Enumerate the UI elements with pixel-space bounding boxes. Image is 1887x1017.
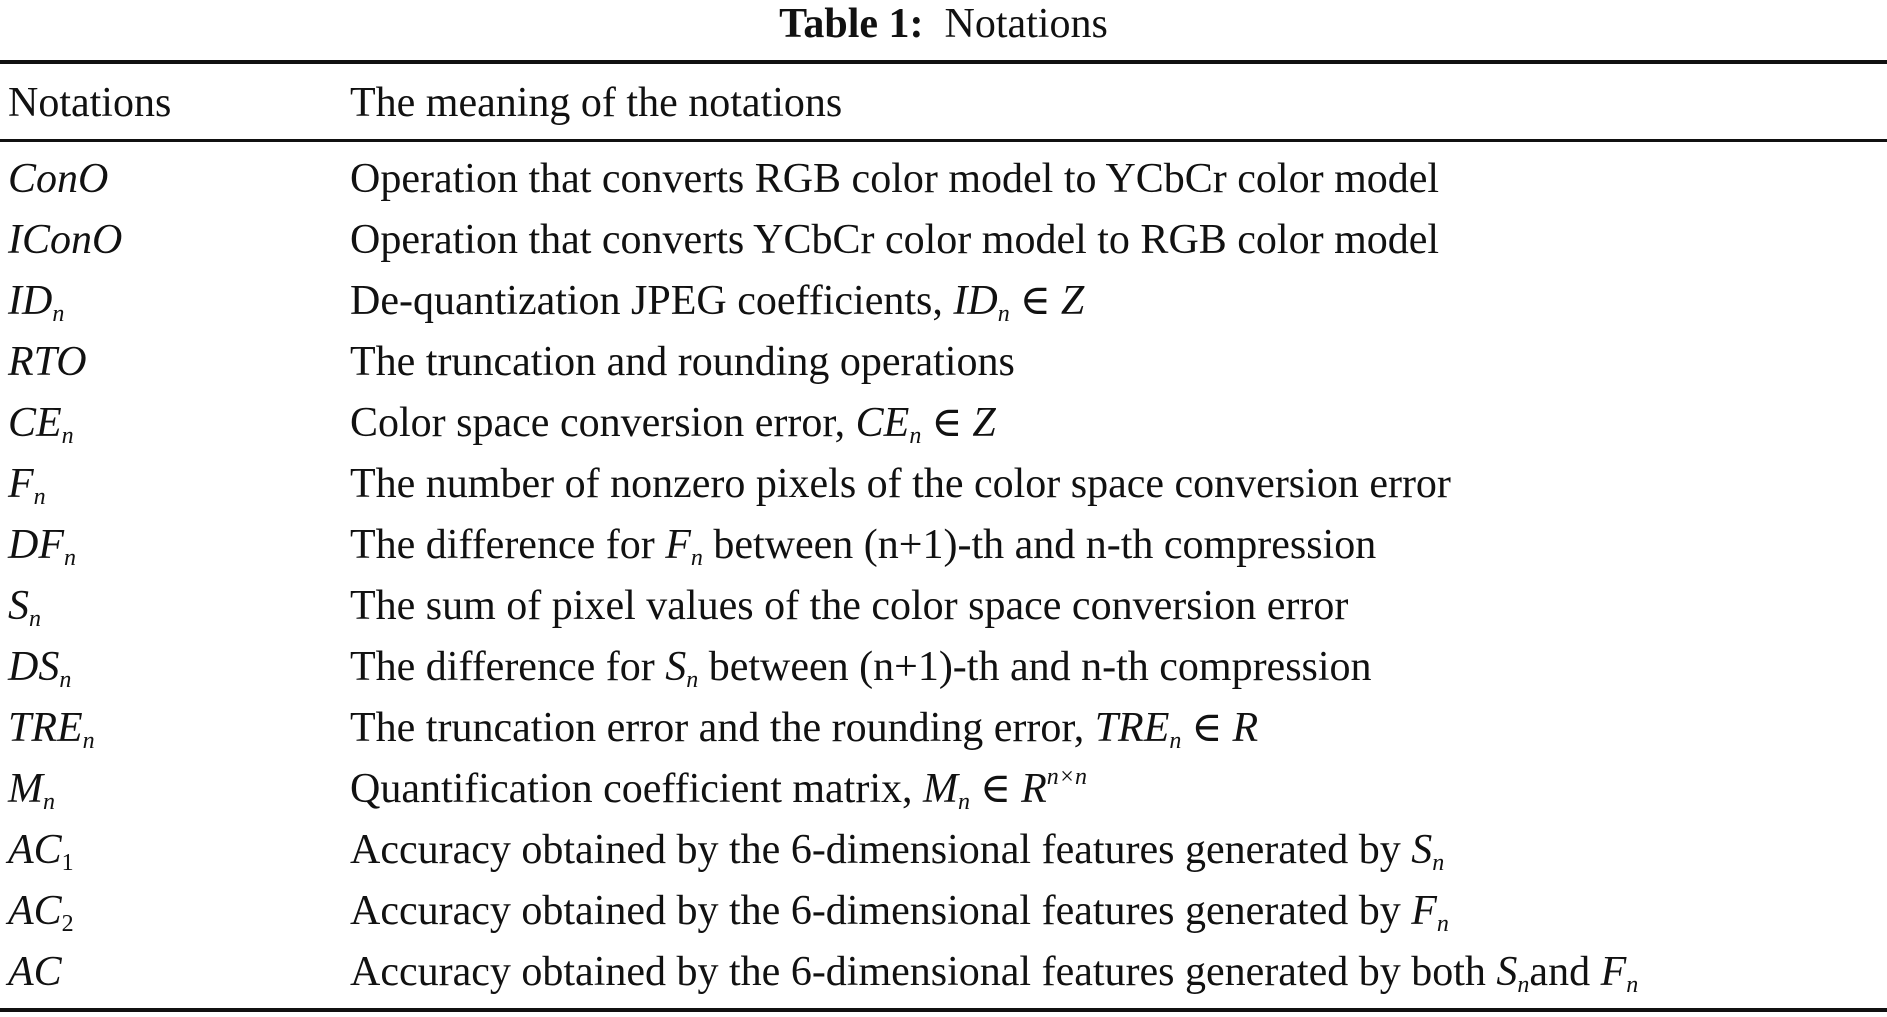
caption-label: Table 1: (779, 1, 924, 47)
top-rule (0, 60, 1887, 64)
math-symbol: ID (953, 278, 998, 324)
inline-symbol: S (1411, 827, 1433, 873)
meaning-text: and (1529, 949, 1601, 995)
table-row (0, 637, 1887, 698)
notation-symbol: ConO (8, 156, 109, 202)
table-row (0, 515, 1887, 576)
meaning-cell (350, 393, 996, 454)
table-row (0, 576, 1887, 637)
inline-subscript: n (690, 545, 703, 571)
math-set: R (1232, 705, 1259, 751)
meaning-cell (350, 576, 1348, 637)
math-set: R (1021, 766, 1047, 812)
meaning-text: The sum of pixel values of the color space conversion error (350, 583, 1349, 629)
notation-cell (8, 271, 64, 332)
notation-symbol: F (8, 461, 34, 507)
notation-symbol: AC (8, 949, 62, 995)
table-row (0, 210, 1887, 271)
notation-cell (8, 942, 62, 1003)
meaning-cell (350, 637, 1372, 698)
notation-cell (8, 698, 95, 759)
meaning-text: The number of nonzero pixels of the color space conversion error (350, 461, 1451, 507)
notation-symbol: DS (8, 644, 60, 690)
set-membership-expression (1094, 705, 1259, 754)
inline-subscript: n (686, 667, 699, 693)
element-of-operator: ∈ (1191, 705, 1223, 751)
element-of-operator: ∈ (980, 766, 1012, 812)
set-membership-expression (855, 400, 996, 449)
meaning-cell (350, 820, 1444, 881)
meaning-cell (350, 698, 1258, 759)
table-row (0, 698, 1887, 759)
notation-subscript: n (52, 301, 65, 327)
meaning-text: between (n+1)-th and n-th compression (702, 522, 1377, 568)
header-meaning: The meaning of the notations (350, 80, 843, 126)
notation-subscript: n (61, 423, 74, 449)
math-subscript: n (909, 423, 922, 449)
notation-symbol: RTO (8, 339, 87, 385)
notation-cell (8, 637, 71, 698)
meaning-cell (350, 881, 1449, 942)
notation-subscript: n (29, 606, 41, 632)
table-row (0, 881, 1887, 942)
meaning-text: The difference for (350, 522, 666, 568)
notation-cell (8, 393, 74, 454)
meaning-text: The truncation and rounding operations (350, 339, 1015, 385)
inline-symbol: F (665, 522, 691, 568)
inline-symbol: S (1496, 949, 1518, 995)
math-set: Z (1060, 278, 1085, 324)
notation-symbol: AC (8, 888, 62, 934)
inline-symbol: F (1411, 888, 1437, 934)
notation-symbol: M (8, 766, 43, 812)
meaning-cell (350, 149, 1439, 210)
math-symbol: TRE (1094, 705, 1170, 751)
table-caption (0, 0, 1887, 55)
inline-subscript: n (1626, 972, 1639, 998)
math-symbol: CE (855, 400, 910, 446)
element-of-operator: ∈ (931, 400, 963, 446)
inline-subscript: n (1436, 911, 1449, 937)
notation-symbol: IConO (8, 217, 123, 263)
table-row (0, 454, 1887, 515)
inline-subscript: n (1517, 972, 1530, 998)
meaning-text: Accuracy obtained by the 6-dimensional features generated by (350, 827, 1412, 873)
meaning-text: The difference for (350, 644, 666, 690)
notation-cell (8, 820, 74, 881)
notation-cell (8, 576, 41, 637)
caption-text: Notations (944, 1, 1108, 47)
notation-symbol: AC (8, 827, 62, 873)
table-row (0, 759, 1887, 820)
meaning-text: Accuracy obtained by the 6-dimensional features generated by both (350, 949, 1497, 995)
inline-subscript: n (1432, 850, 1445, 876)
meaning-cell (350, 271, 1084, 332)
meaning-cell (350, 454, 1451, 515)
meaning-text: Operation that converts YCbCr color model to RGB color model (350, 217, 1440, 263)
notation-symbol: CE (8, 400, 62, 446)
meaning-text: Color space conversion error, (350, 400, 856, 446)
table-row (0, 393, 1887, 454)
meaning-text: De-quantization JPEG coefficients, (350, 278, 954, 324)
math-symbol: M (923, 766, 959, 812)
table-row (0, 149, 1887, 210)
meaning-cell (350, 942, 1638, 1003)
meaning-cell (350, 332, 1015, 393)
table-header (0, 73, 1887, 134)
meaning-text: Operation that converts RGB color model to YCbCr color model (350, 156, 1440, 202)
meaning-text: Accuracy obtained by the 6-dimensional features generated by (350, 888, 1412, 934)
math-superscript: n×n (1046, 764, 1087, 790)
math-subscript: n (997, 301, 1010, 327)
table-row (0, 332, 1887, 393)
meaning-text: between (n+1)-th and n-th compression (698, 644, 1372, 690)
notation-subscript: n (82, 728, 95, 754)
set-membership-expression (923, 764, 1087, 815)
notation-cell (8, 515, 76, 576)
meaning-text: The truncation error and the rounding error, (350, 705, 1095, 751)
meaning-cell (350, 515, 1376, 576)
math-subscript: n (1169, 728, 1182, 754)
bottom-rule (0, 1008, 1887, 1012)
table-row (0, 820, 1887, 881)
element-of-operator: ∈ (1019, 278, 1051, 324)
notation-subscript: 2 (61, 911, 74, 937)
notation-subscript: n (59, 667, 72, 693)
table-row (0, 942, 1887, 1003)
meaning-text: Quantification coefficient matrix, (350, 766, 924, 812)
inline-symbol: F (1600, 949, 1627, 995)
notation-cell (8, 881, 74, 942)
header-notation: Notations (8, 80, 172, 126)
notation-subscript: n (43, 789, 55, 815)
notation-cell (8, 759, 55, 820)
notation-cell (8, 149, 108, 210)
notation-subscript: n (64, 545, 76, 571)
notation-cell (8, 454, 46, 515)
notation-symbol: DF (8, 522, 64, 568)
inline-symbol: S (665, 644, 687, 690)
notation-symbol: S (8, 583, 29, 629)
math-subscript: n (958, 789, 971, 815)
notation-symbol: TRE (8, 705, 83, 751)
notation-subscript: n (33, 484, 46, 510)
meaning-cell (350, 759, 1087, 820)
notation-symbol: ID (8, 278, 53, 324)
notation-cell (8, 332, 87, 393)
set-membership-expression (953, 278, 1085, 327)
table-row (0, 271, 1887, 332)
meaning-cell (350, 210, 1439, 271)
notation-subscript: 1 (61, 850, 74, 876)
header-rule (0, 139, 1887, 142)
notation-cell (8, 210, 122, 271)
math-set: Z (972, 400, 996, 446)
